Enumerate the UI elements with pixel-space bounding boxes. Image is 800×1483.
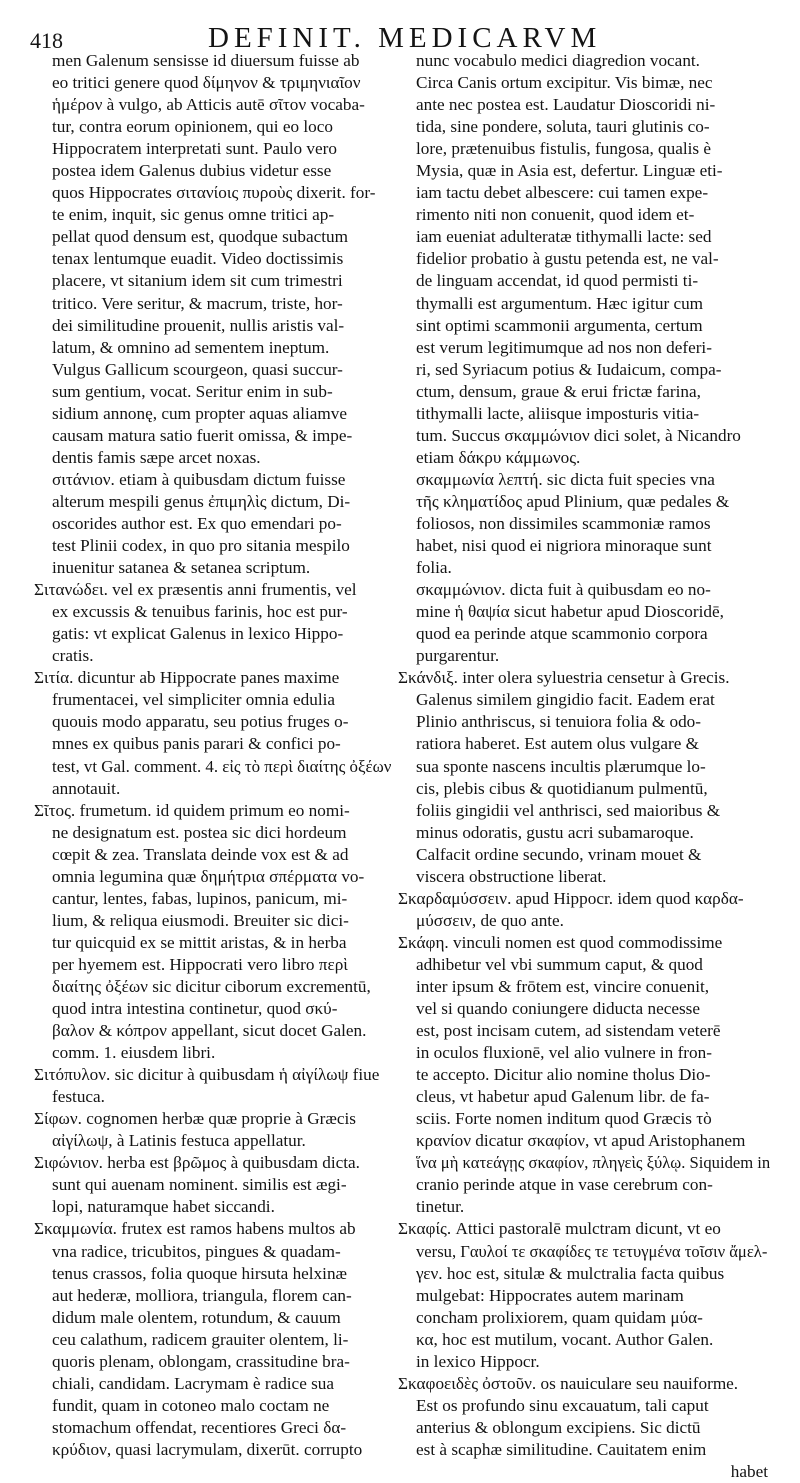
text-line: pellat quod densum est, quodque subactum	[52, 227, 348, 247]
text-line: habet	[730, 1462, 768, 1481]
text-line: cœpit & zea. Translata deinde vox est & ad	[52, 844, 349, 864]
text-line: σιτάνιον. etiam à quibusdam dictum fuisse	[52, 469, 346, 489]
text-line: Σκάνδιξ. inter olera syluestria censetur à Grecis.	[398, 668, 730, 688]
text-line: σκαμμωνία λεπτή. sic dicta fuit species vna	[416, 469, 715, 489]
text-line: αἰγίλωψ, à Latinis festuca appellatur.	[52, 1131, 306, 1151]
text-line: aut hederæ, molliora, triangula, florem can-	[52, 1285, 352, 1305]
text-line: κρανίον dicatur σκαφίον, vt apud Aristophanem	[416, 1131, 746, 1151]
text-line: Σῖτος. frumetum. id quidem primum eo nomi-	[34, 800, 350, 820]
text-line: dentis famis sæpe arcet noxas.	[52, 447, 261, 467]
text-line: Est os profundo sinu excauatum, tali caput	[416, 1395, 709, 1415]
text-line: Σκαρδαμύσσειν. apud Hippocr. idem quod καρδα-	[398, 888, 744, 908]
text-line: didum male olentem, rotundum, & cauum	[52, 1307, 341, 1327]
text-line: cranio perinde atque in vase cerebrum con-	[416, 1175, 713, 1195]
text-line: eo tritici genere quod δίμηνον & τριμηνιαῖον	[52, 73, 361, 93]
text-line: tum. Succus σκαμμώνιον dici solet, à Nicandro	[416, 425, 741, 445]
text-line: tritico. Vere seritur, & macrum, triste, hor-	[52, 293, 343, 313]
text-line: vel si quando coniungere diducta necesse	[416, 999, 700, 1019]
text-line: tinetur.	[416, 1197, 465, 1217]
text-line: Σιφώνιον. herba est βρῶμος à quibusdam dicta.	[34, 1153, 360, 1173]
text-line: de linguam accendat, id quod permisti ti-	[416, 271, 699, 291]
text-line: γεν. hoc est, situlæ & mulctralia facta quibus	[416, 1263, 725, 1283]
text-line: Calfacit ordine secundo, vrinam mouet &	[416, 844, 702, 864]
text-line: per hyemem est. Hippocrati vero libro περὶ	[52, 954, 348, 974]
text-line: latum, & omnino ad sementem ineptum.	[52, 337, 330, 357]
text-line: dei similitudine prouenit, nullis aristis val-	[52, 315, 345, 335]
text-line: ctum, densum, graue & erui frictæ farina,	[416, 381, 701, 401]
text-line: in lexico Hippocr.	[416, 1351, 540, 1371]
text-line: foliis gingidii vel anthrisci, sed maioribus &	[416, 800, 721, 820]
text-line: vna radice, tricubitos, pingues & quadam-	[52, 1241, 341, 1261]
text-line: folia.	[416, 558, 452, 578]
text-line: comm. 1. eiusdem libri.	[52, 1043, 216, 1063]
text-line: est à scaphæ similitudine. Cauitatem enim	[416, 1439, 707, 1459]
text-line: tenus crassos, folia quoque hirsuta helxinæ	[52, 1263, 347, 1283]
text-line: gatis: vt explicat Galenus in lexico Hippo-	[52, 624, 344, 644]
text-line: σκαμμώνιον. dicta fuit à quibusdam eo no-	[416, 580, 711, 600]
text-line: cantur, lentes, fabas, lupinos, panicum, mi-	[52, 888, 348, 908]
text-line: inter ipsum & frōtem est, vincire conuenit,	[416, 976, 710, 996]
text-line: mine ἡ θαψία sicut habetur apud Dioscoridē,	[416, 602, 724, 622]
text-line: tur, contra eorum opinionem, qui eo loco	[52, 117, 333, 137]
text-line: Vulgus Gallicum scourgeon, quasi succur-	[52, 359, 343, 379]
text-line: minus odoratis, gustu acri subamaroque.	[416, 822, 694, 842]
text-line: tithymalli lacte, aliisque imposturis vitia-	[416, 403, 700, 423]
text-line: quouis modo apparatu, seu potius fruges o-	[52, 712, 349, 732]
text-line: concham prolixiorem, quam quidam μύα-	[416, 1307, 703, 1327]
text-line: tur quicquid ex se mittit aristas, & in herba	[52, 932, 347, 952]
text-line: tenax lentumque euadit. Video doctissimis	[52, 249, 344, 269]
text-line: rimento niti non conuenit, quod idem et-	[416, 205, 695, 225]
text-line: sunt qui auenam nominent. similis est ægi-	[52, 1175, 347, 1195]
text-line: postea idem Galenus dubius videtur esse	[52, 161, 332, 181]
text-line: Galenus similem gingidio facit. Eadem erat	[416, 690, 715, 710]
text-line: cis, plebis cibus & quotidianum pulmentū,	[416, 778, 708, 798]
text-line: habet, nisi quod ei nigriora minoraque sunt	[416, 536, 712, 556]
text-line: foliosos, non dissimiles scammoniæ ramos	[416, 513, 711, 533]
text-line: ceu calathum, radicem grauiter olentem, li-	[52, 1329, 349, 1349]
text-line: Σκαμμωνία. frutex est ramos habens multos ab	[34, 1219, 356, 1239]
text-line: adhibetur vel vbi summum caput, & quod	[416, 954, 703, 974]
text-line: fidelior probatio à gustu petenda est, ne val-	[416, 249, 719, 269]
text-line: test Plinii codex, in quo pro sitania mespilo	[52, 536, 350, 556]
text-line: men Galenum sensisse id diuersum fuisse ab	[52, 51, 360, 70]
text-line: Mysia, quæ in Asia est, defertur. Linguæ eti-	[416, 161, 723, 181]
text-line: fundit, quam in cotoneo malo coctam ne	[52, 1395, 330, 1415]
text-line: διαίτης ὀξέων sic dicitur ciborum excrementū,	[52, 976, 371, 996]
text-line: nunc vocabulo medici diagredion vocant.	[416, 51, 700, 70]
text-line: τῆς κληματίδος apud Plinium, quæ pedales &	[416, 491, 730, 511]
text-line: κα, hoc est mutilum, vocant. Author Galen.	[416, 1329, 714, 1349]
text-line: in oculos fluxionē, vel alio vulnere in fron-	[416, 1043, 712, 1063]
text-line: Σίφων. cognomen herbæ quæ proprie à Græcis	[34, 1109, 356, 1129]
text-line: ante nec postea est. Laudatur Dioscoridi ni-	[416, 95, 716, 115]
text-line: quod ea perinde atque scammonio corpora	[416, 624, 708, 644]
text-line: quod intra intestina continetur, quod σκύ-	[52, 999, 338, 1019]
text-line: purgarentur.	[416, 646, 500, 666]
text-line: thymalli est argumentum. Hæc igitur cum	[416, 293, 704, 313]
text-line: anterius & oblongum excipiens. Sic dictū	[416, 1417, 701, 1437]
text-line: placere, vt sitanium idem sit cum trimestri	[52, 271, 343, 291]
text-line: Σιτία. dicuntur ab Hippocrate panes maxime	[34, 668, 340, 688]
text-line: omnia legumina quæ δημήτρια σπέρματα vo-	[52, 866, 365, 886]
text-line: chiali, candidam. Lacrymam è radice sua	[52, 1373, 335, 1393]
text-line: lium, & reliqua eiusmodi. Breuiter sic dici-	[52, 910, 349, 930]
page-number: 418	[30, 28, 63, 53]
text-line: Σκαφοειδὲς ὀστοῦν. os nauiculare seu nauiforme.	[398, 1373, 739, 1393]
text-line: ri, sed Syriacum potius & Iudaicum, compa-	[416, 359, 722, 379]
text-line: Circa Canis ortum excipitur. Vis bimæ, nec	[416, 73, 713, 93]
text-line: est, post incisam cutem, ad sistendam veterē	[416, 1021, 721, 1041]
text-line: annotauit.	[52, 778, 121, 798]
running-head: DEFINIT. MEDICARVM	[208, 22, 602, 54]
text-line: ne designatum est. postea sic dici hordeum	[52, 822, 347, 842]
text-line: quos Hippocrates σιτανίοις πυροὺς dixerit. for-	[52, 183, 376, 203]
text-line: quoris plenam, oblongam, crassitudine bra-	[52, 1351, 350, 1371]
text-line: βαλον & κόπρον appellant, sicut docet Galen.	[52, 1021, 367, 1041]
text-line: mulgebat: Hippocrates autem marinam	[416, 1285, 684, 1305]
text-line: est verum legitimumque ad nos non deferi-	[416, 337, 712, 357]
text-line: μύσσειν, de quo ante.	[416, 910, 564, 930]
text-line: etiam δάκρυ κάμμωνος.	[416, 447, 581, 467]
text-line: lore, prætenuibus fistulis, fungosa, qualis è	[416, 139, 712, 159]
text-line: alterum mespili genus ἐπιμηλὶς dictum, Di-	[52, 491, 351, 511]
text-line: sint optimi scammonii argumenta, certum	[416, 315, 703, 335]
text-line: te enim, inquit, sic genus omne tritici ap-	[52, 205, 335, 225]
text-line: sciis. Forte nomen inditum quod Græcis τὸ	[416, 1109, 712, 1129]
text-line: Σιτανώδει. vel ex præsentis anni frumentis, vel	[34, 580, 357, 600]
text-line: oscorides author est. Ex quo emendari po-	[52, 513, 342, 533]
text-line: ἵνα μὴ κατεάγῃς σκαφίον, πληγεὶς ξύλῳ. Siquidem in	[416, 1153, 771, 1173]
text-line: ratiora haberet. Est autem olus vulgare &	[416, 734, 700, 754]
text-line: ex excussis & tenuibus farinis, hoc est pur-	[52, 602, 348, 622]
text-line: Plinio anthriscus, si tenuiora folia & odo-	[416, 712, 701, 732]
text-line: cleus, vt habetur apud Galenum libr. de fa-	[416, 1087, 710, 1107]
text-line: cratis.	[52, 646, 94, 666]
text-line: κρύδιον, quasi lacrymulam, dixerūt. corrupto	[52, 1439, 363, 1459]
text-line: sidium annonę, cum propter aquas aliamve	[52, 403, 347, 423]
text-line: lopi, naturamque habet siccandi.	[52, 1197, 275, 1217]
text-line: inuenitur satanea & setanea scriptum.	[52, 558, 311, 578]
text-line: sua sponte nascens incultis plærumque lo-	[416, 756, 706, 776]
text-line: causam matura satio fuerit omissa, & impe-	[52, 425, 353, 445]
right-column	[398, 50, 770, 1483]
text-line: Σκάφη. vinculi nomen est quod commodissime	[398, 932, 723, 952]
text-line: frumentacei, vel simpliciter omnia edulia	[52, 690, 336, 710]
text-line: ἡμέρον à vulgo, ab Atticis autē σῖτον vocaba-	[52, 95, 365, 115]
text-line: sum gentium, vocat. Seritur enim in sub-	[52, 381, 333, 401]
text-line: iam eueniat adulteratæ tithymalli lacte: sed	[416, 227, 712, 247]
text-line: mnes ex quibus panis parari & confici po-	[52, 734, 341, 754]
text-line: tida, sine pondere, soluta, tauri glutinis co-	[416, 117, 710, 137]
text-line: test, vt Gal. comment. 4. εἰς τὸ περὶ διαίτης ὀξέων	[52, 756, 392, 776]
left-column	[34, 50, 396, 1461]
text-line: iam tactu debet albescere: cui tamen expe-	[416, 183, 709, 203]
text-line: te accepto. Dicitur alio nomine tholus Dio-	[416, 1065, 711, 1085]
text-line: Σιτόπυλον. sic dicitur à quibusdam ἡ αἰγίλωψ fiue	[34, 1065, 380, 1085]
text-line: stomachum offendat, recentiores Greci δα-	[52, 1417, 347, 1437]
text-line: versu, Γαυλοί τε σκαφίδες τε τετυγμένα τοῖσιν ἄμελ-	[416, 1241, 768, 1261]
text-line: Σκαφίς. Attici pastoralē mulctram dicunt, vt eo	[398, 1219, 721, 1239]
text-line: Hippocratem interpretati sunt. Paulo vero	[52, 139, 337, 159]
text-line: viscera obstructione liberat.	[416, 866, 607, 886]
text-line: festuca.	[52, 1087, 105, 1107]
